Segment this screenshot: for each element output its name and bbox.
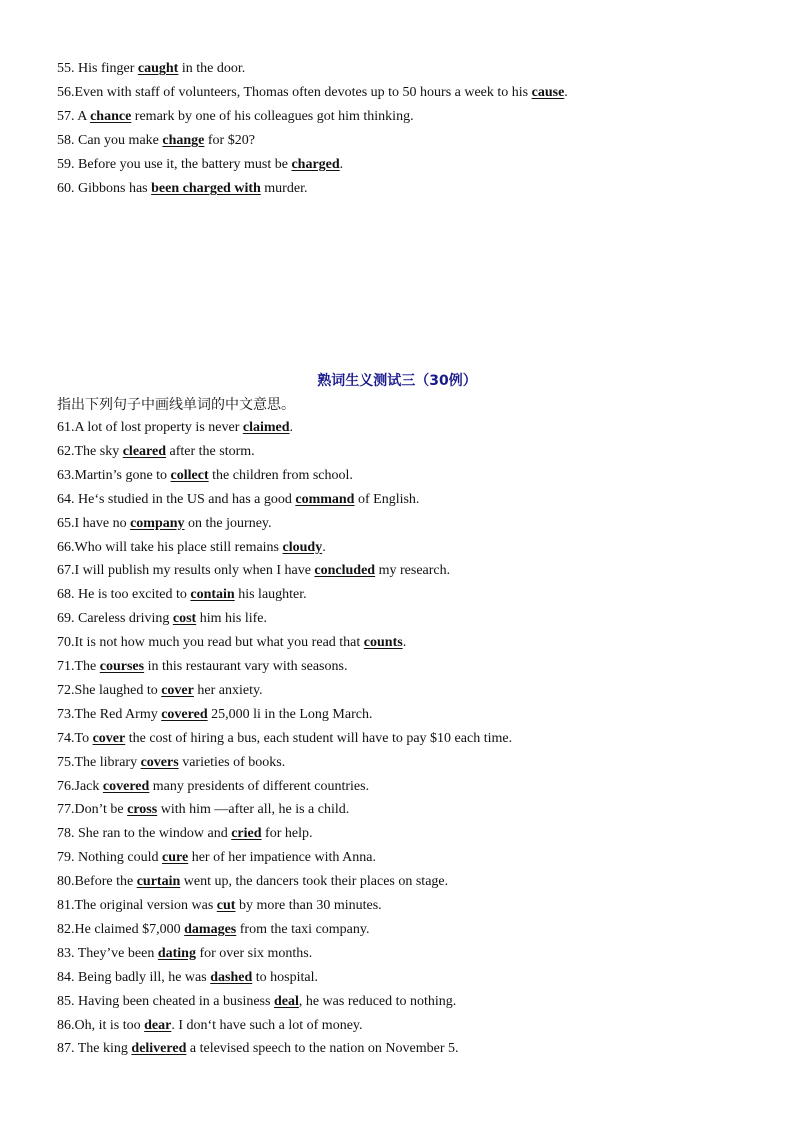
sentence-item: [57, 682, 263, 700]
underlined-word: dating: [157, 945, 196, 961]
sentence-text: 83. They’ve been: [57, 945, 158, 961]
section-title: 熟词生义测试三（30例）: [317, 373, 477, 389]
sentence-item: [57, 754, 285, 772]
underlined-word: chance: [90, 109, 132, 124]
sentence-text: murder.: [260, 181, 308, 196]
sentence-text: 86.Oh, it is too: [57, 1017, 145, 1033]
underlined-word: deal: [273, 993, 299, 1009]
sentence-text: his laughter.: [234, 587, 307, 603]
underlined-word: dashed: [210, 969, 253, 985]
sentence-item: [57, 84, 568, 102]
sentence-text: him his life.: [196, 611, 267, 627]
sentence-text: 65.I have no: [57, 515, 131, 531]
sentence-text: 82.He claimed $7,000: [57, 921, 185, 937]
sentence-item: [57, 730, 512, 748]
sentence-item: [57, 849, 376, 867]
sentence-item: [57, 706, 372, 724]
sentence-item: [57, 515, 272, 533]
underlined-word: cost: [172, 611, 197, 627]
sentence-text: 61.A lot of lost property is never: [57, 420, 243, 435]
sentence-text: 57. A: [57, 109, 91, 124]
sentence-text: from the taxi company.: [236, 921, 370, 937]
sentence-item: [57, 658, 347, 676]
underlined-word: covered: [102, 778, 150, 794]
sentence-text: in this restaurant vary with seasons.: [144, 659, 348, 674]
sentence-text: 73.The Red Army: [57, 706, 162, 722]
sentence-item: [57, 562, 450, 580]
sentence-text: 66.Who will take his place still remains: [57, 539, 283, 555]
sentence-text: 62.The sky: [57, 443, 123, 459]
underlined-word: cover: [161, 682, 194, 698]
sentence-text: 60. Gibbons has: [57, 181, 152, 196]
sentence-text: 69. Careless driving: [57, 611, 173, 627]
sentence-text: , he was reduced to nothing.: [298, 993, 457, 1009]
sentence-text: in the door.: [178, 61, 246, 76]
underlined-word: cause: [531, 85, 565, 100]
sentence-item: [57, 1040, 459, 1058]
underlined-word: dear: [144, 1017, 172, 1033]
sentence-text: .: [289, 420, 294, 435]
sentence-text: 56.Even with staff of volunteers, Thomas often devotes up to 50 hours a week to his: [57, 85, 532, 100]
sentence-text: my research.: [375, 563, 451, 579]
underlined-word: command: [295, 491, 355, 507]
sentence-text: 75.The library: [57, 754, 141, 770]
sentence-text: many presidents of different countries.: [149, 778, 370, 794]
underlined-word: cover: [92, 730, 126, 746]
sentence-item: [57, 825, 312, 843]
sentence-text: 77.Don’t be: [57, 802, 128, 818]
sentence-item: [57, 1017, 363, 1035]
sentence-item: [57, 778, 369, 796]
sentence-text: 68. He is too excited to: [57, 587, 191, 603]
sentence-text: 80.Before the: [57, 874, 137, 890]
sentence-text: 70.It is not how much you read but what you read that: [57, 635, 364, 651]
sentence-text: 87. The king: [57, 1041, 132, 1057]
sentence-text: her of her impatience with Anna.: [188, 850, 376, 866]
sentence-text: the cost of hiring a bus, each student will have to pay $10 each time.: [125, 730, 513, 746]
sentence-text: .: [402, 635, 407, 651]
sentence-text: 76.Jack: [57, 778, 103, 794]
underlined-word: contain: [190, 587, 235, 603]
sentence-text: her anxiety.: [193, 682, 263, 698]
underlined-word: cure: [162, 850, 189, 866]
sentence-item: [57, 60, 245, 78]
underlined-word: charged: [291, 157, 340, 172]
sentence-item: [57, 945, 312, 963]
sentence-text: for $20?: [204, 133, 255, 148]
sentence-text: 25,000 li in the Long March.: [207, 706, 373, 722]
sentence-text: of English.: [354, 491, 420, 507]
underlined-word: concluded: [314, 563, 376, 579]
sentence-item: [57, 467, 353, 485]
sentence-item: [57, 539, 326, 557]
sentence-text: a televised speech to the nation on November 5.: [186, 1041, 459, 1057]
sentence-text: 72.She laughed to: [57, 682, 162, 698]
underlined-word: covered: [161, 706, 208, 722]
sentence-text: after the storm.: [166, 443, 255, 459]
sentence-item: [57, 897, 382, 915]
underlined-word: company: [130, 515, 185, 531]
underlined-word: cut: [216, 898, 236, 913]
underlined-word: delivered: [131, 1041, 187, 1057]
underlined-word: covers: [140, 754, 179, 770]
underlined-word: cleared: [122, 443, 166, 459]
sentence-text: 78. She ran to the window and: [57, 826, 232, 842]
sentence-text: 85. Having been cheated in a business: [57, 993, 274, 1009]
underlined-word: collect: [170, 467, 209, 483]
underlined-word: cried: [231, 826, 262, 842]
sentence-text: 63.Martin’s gone to: [57, 467, 171, 483]
sentence-item: [57, 132, 255, 150]
sentence-item: [57, 108, 414, 126]
underlined-word: damages: [184, 921, 237, 937]
sentence-text: .: [564, 85, 568, 100]
sentence-text: 59. Before you use it, the battery must be: [57, 157, 292, 172]
sentence-text: went up, the dancers took their places on stage.: [180, 874, 449, 890]
sentence-item: [57, 921, 369, 939]
sentence-text: 71.The: [57, 659, 100, 674]
sentence-item: [57, 993, 456, 1011]
sentence-text: .: [339, 157, 344, 172]
underlined-word: cross: [127, 802, 158, 818]
underlined-word: courses: [99, 659, 145, 674]
sentence-item: [57, 969, 318, 987]
sentence-item: [57, 180, 307, 198]
sentence-text: with him —after all, he is a child.: [157, 802, 350, 818]
sentence-text: on the journey.: [184, 515, 272, 531]
underlined-word: claimed: [242, 420, 290, 435]
sentence-text: 67.I will publish my results only when I have: [57, 563, 315, 579]
sentence-text: 79. Nothing could: [57, 850, 162, 866]
sentence-item: [57, 610, 267, 628]
sentence-text: . I don‘t have such a lot of money.: [171, 1017, 363, 1033]
sentence-text: 74.To: [57, 730, 93, 746]
sentence-text: 84. Being badly ill, he was: [57, 969, 211, 985]
underlined-word: curtain: [136, 874, 181, 890]
underlined-word: caught: [137, 61, 179, 76]
sentence-item: [57, 491, 419, 509]
underlined-word: been charged with: [151, 181, 261, 196]
sentence-text: the children from school.: [208, 467, 353, 483]
sentence-text: by more than 30 minutes.: [235, 898, 382, 913]
sentence-text: 58. Can you make: [57, 133, 163, 148]
sentence-text: 64. He‘s studied in the US and has a good: [57, 491, 296, 507]
underlined-word: change: [162, 133, 205, 148]
sentence-text: for over six months.: [195, 945, 313, 961]
sentence-item: [57, 873, 448, 891]
sentence-item: [57, 801, 349, 819]
sentence-item: [57, 586, 307, 604]
section-instruction: 指出下列句子中画线单词的中文意思。: [57, 397, 295, 413]
sentence-item: [57, 419, 293, 437]
underlined-word: cloudy: [282, 539, 323, 555]
sentence-text: 55. His finger: [57, 61, 138, 76]
sentence-text: to hospital.: [252, 969, 318, 985]
sentence-item: [57, 156, 343, 174]
underlined-word: counts: [363, 635, 403, 651]
sentence-text: 81.The original version was: [57, 898, 217, 913]
sentence-text: remark by one of his colleagues got him thinking.: [131, 109, 414, 124]
sentence-text: .: [322, 539, 326, 555]
sentence-text: for help.: [261, 826, 313, 842]
sentence-item: [57, 634, 406, 652]
sentence-item: [57, 443, 255, 461]
sentence-text: varieties of books.: [178, 754, 286, 770]
